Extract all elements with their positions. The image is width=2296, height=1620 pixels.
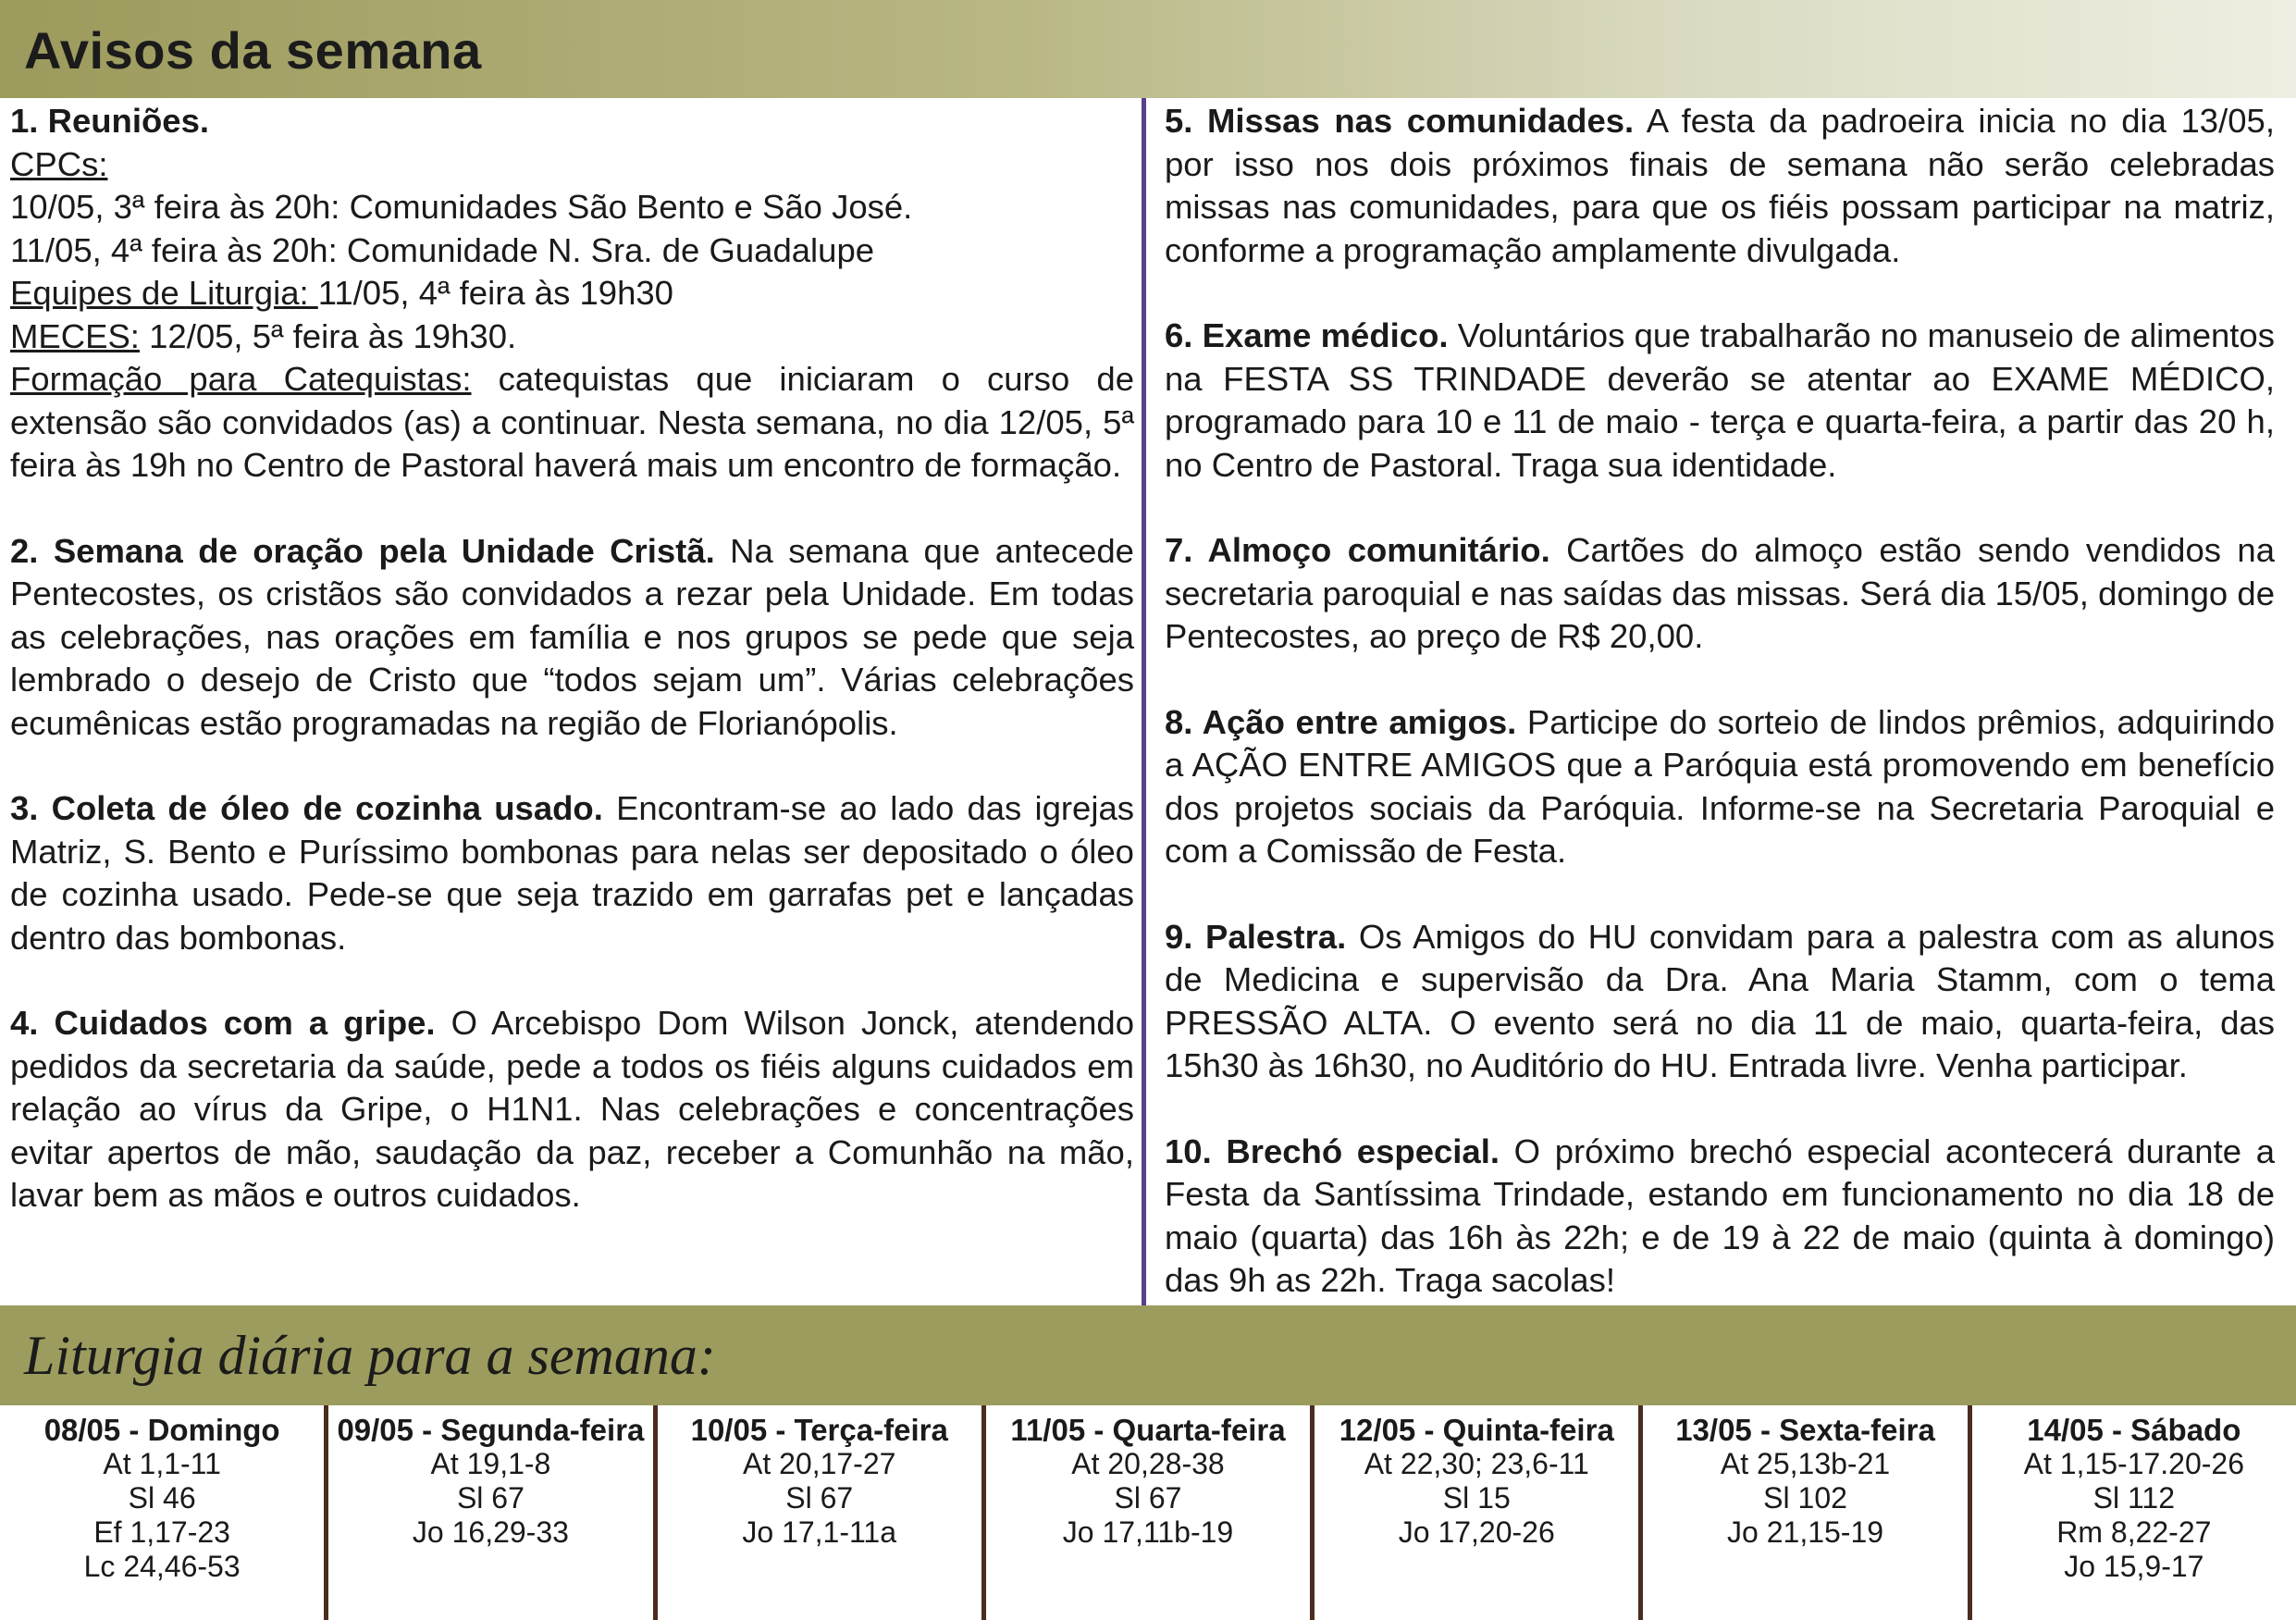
reading: At 20,17-27 [742, 1447, 896, 1480]
formacao-paragraph [10, 358, 1134, 488]
item-8-paragraph: 8. Ação entre amigos. Participe do sorteio de lindos prêmios, adquirindo a AÇÃO ENTRE AMIGOS que a Paróquia está promovendo em benefício dos projetos sociais da Paróquia. Informe-se na Secretaria Paroquial e com a Comissão de Festa. [1165, 702, 2275, 870]
liturgy-title: Liturgia diária para a semana: [24, 1325, 716, 1386]
reading: Sl 102 [1763, 1481, 1847, 1515]
header-band [0, 0, 2296, 98]
liturgy-days [0, 1405, 2296, 1620]
day-title: 08/05 - Domingo [43, 1413, 280, 1447]
reading: Sl 112 [2092, 1481, 2175, 1515]
day-title: 12/05 - Quinta-feira [1339, 1413, 1614, 1447]
day-column-wednesday [986, 1405, 1310, 1620]
reading: Sl 67 [456, 1481, 525, 1515]
reading: Jo 21,15-19 [1727, 1515, 1884, 1549]
reading: Ef 1,17-23 [93, 1515, 230, 1549]
reading: Jo 17,1-11a [742, 1515, 897, 1549]
formacao-text: catequistas que iniciaram o curso de extensão são convidados (as) a continuar. Nesta semana, no dia 12/05, 5ª feira às 19h no Centro de Pastoral haverá mais um encontro de formação. [10, 360, 1134, 484]
day-column-friday [1643, 1405, 1967, 1620]
reading: Jo 17,20-26 [1398, 1515, 1555, 1549]
item-9-paragraph: 9. Palestra. Os Amigos do HU convidam para a palestra com as alunos de Medicina e supervisão da Dra. Ana Maria Stamm, com o tema PRESSÃO ALTA. O evento será no dia 11 de maio, quarta-feira, das 15h30 às 16h30, no Auditório do HU. Entrada livre. Venha participar. [1165, 917, 2276, 1084]
item-2-paragraph: 2. Semana de oração pela Unidade Cristã. Na semana que antecede Pentecostes, os cristãos são convidados a rezar pela Unidade. Em todas as celebrações, nas orações em família e nos grupos se pede que seja lembrado o desejo de Cristo que “todos sejam um”. Várias celebrações ecumênicas estão programadas na região de Florianópolis. [10, 531, 1134, 742]
meces-line [10, 315, 1134, 359]
item-7-paragraph: 7. Almoço comunitário. Cartões do almoço estão sendo vendidos na secretaria paroquial e nas saídas das missas. Será dia 15/05, domingo de Pentecostes, ao preço de R$ 20,00. [1165, 531, 2275, 655]
column-divider [1142, 98, 1146, 1305]
reading: Jo 16,29-33 [412, 1515, 569, 1549]
reading: Rm 8,22-27 [2056, 1515, 2212, 1549]
reading: At 25,13b-21 [1720, 1447, 1891, 1480]
item-9-title: 9. Palestra. [1165, 917, 1347, 956]
cpcs-line-2: 11/05, 4ª feira às 20h: Comunidade N. Sra. de Guadalupe [10, 230, 875, 269]
item-6-title: 6. Exame médico. [1165, 316, 1449, 354]
reading: Sl 67 [1114, 1481, 1182, 1515]
day-title: 09/05 - Segunda-feira [337, 1413, 645, 1447]
item-8-title: 8. Ação entre amigos. [1165, 702, 1517, 741]
day-column-sunday [0, 1405, 324, 1620]
day-title: 10/05 - Terça-feira [690, 1413, 948, 1447]
reading: Sl 15 [1442, 1481, 1511, 1515]
item-7-title: 7. Almoço comunitário. [1165, 531, 1550, 569]
day-title: 14/05 - Sábado [2027, 1413, 2241, 1447]
equipes-text: 11/05, 4ª feira às 19h30 [317, 274, 673, 312]
cpcs-line-1: 10/05, 3ª feira às 20h: Comunidades São Bento e São José. [10, 188, 913, 226]
item-6-paragraph: 6. Exame médico. Voluntários que trabalharão no manuseio de alimentos na FESTA SS TRINDADE deverão se atentar ao EXAME MÉDICO, programado para 10 e 11 de maio - terça e quarta-feira, a partir das 20 h, no Centro de Pastoral. Traga sua identidade. [1165, 316, 2275, 484]
left-column [10, 100, 1134, 1218]
equipes-label: Equipes de Liturgia: [10, 274, 318, 312]
reading: At 19,1-8 [430, 1447, 551, 1480]
reading: At 20,28-38 [1071, 1447, 1225, 1480]
reading: Lc 24,46-53 [83, 1550, 241, 1583]
item-10-title: 10. Brechó especial. [1165, 1132, 1500, 1170]
reading: At 1,15-17.20-26 [2023, 1447, 2245, 1480]
item-3-title: 3. Coleta de óleo de cozinha usado. [10, 789, 603, 827]
reading: Jo 15,9-17 [2064, 1550, 2204, 1583]
right-column [1165, 100, 2275, 1303]
item-5-title: 5. Missas nas comunidades. [1165, 102, 1635, 140]
reading: Jo 17,11b-19 [1062, 1515, 1234, 1549]
reading: At 22,30; 23,6-11 [1364, 1447, 1589, 1480]
item-4-title: 4. Cuidados com a gripe. [10, 1004, 436, 1042]
liturgy-band [0, 1305, 2296, 1405]
page-title: Avisos da semana [24, 21, 482, 80]
item-5-paragraph: 5. Missas nas comunidades. A festa da padroeira inicia no dia 13/05, por isso nos dois próximos finais de semana não serão celebradas missas nas comunidades, para que os fiéis possam participar na matriz, conforme a programação amplamente divulgada. [1165, 102, 2275, 269]
item-2-title: 2. Semana de oração pela Unidade Cristã. [10, 531, 715, 570]
reading: At 1,1-11 [103, 1447, 221, 1480]
meces-text: 12/05, 5ª feira às 19h30. [139, 316, 517, 355]
reading: Sl 46 [128, 1481, 196, 1515]
day-column-saturday [1972, 1405, 2296, 1620]
day-column-monday [328, 1405, 652, 1620]
cpcs-label: CPCs: [10, 144, 108, 183]
item-4-paragraph: 4. Cuidados com a gripe. O Arcebispo Dom Wilson Jonck, atendendo pedidos da secretaria da saúde, pede a todos os fiéis alguns cuidados em relação ao vírus da Gripe, o H1N1. Nas celebrações e concentrações evitar apertos de mão, saudação da paz, receber a Comunhão na mão, lavar bem as mãos e outros cuidados. [10, 1004, 1135, 1214]
day-column-thursday [1315, 1405, 1638, 1620]
day-title: 13/05 - Sexta-feira [1675, 1413, 1935, 1447]
equipes-line [10, 272, 1134, 315]
day-title: 11/05 - Quarta-feira [1010, 1413, 1286, 1447]
meces-label: MECES: [10, 316, 140, 355]
reading: Sl 67 [785, 1481, 854, 1515]
item-1-title: 1. Reuniões. [10, 102, 210, 140]
day-column-tuesday [658, 1405, 981, 1620]
item-3-paragraph: 3. Coleta de óleo de cozinha usado. Encontram-se ao lado das igrejas Matriz, S. Bento e Puríssimo bombonas para nelas ser depositado o óleo de cozinha usado. Pede-se que seja trazido em garrafas pet e lançadas dentro das bombonas. [10, 789, 1135, 957]
formacao-label: Formação para Catequistas: [10, 360, 472, 398]
item-10-paragraph: 10. Brechó especial. O próximo brechó especial acontecerá durante a Festa da Santíssima Trindade, estando em funcionamento no dia 18 de maio (quarta) das 16h às 22h; e de 19 à 22 de maio (quinta à domingo) das 9h as 22h. Traga sacolas! [1165, 1132, 2275, 1299]
